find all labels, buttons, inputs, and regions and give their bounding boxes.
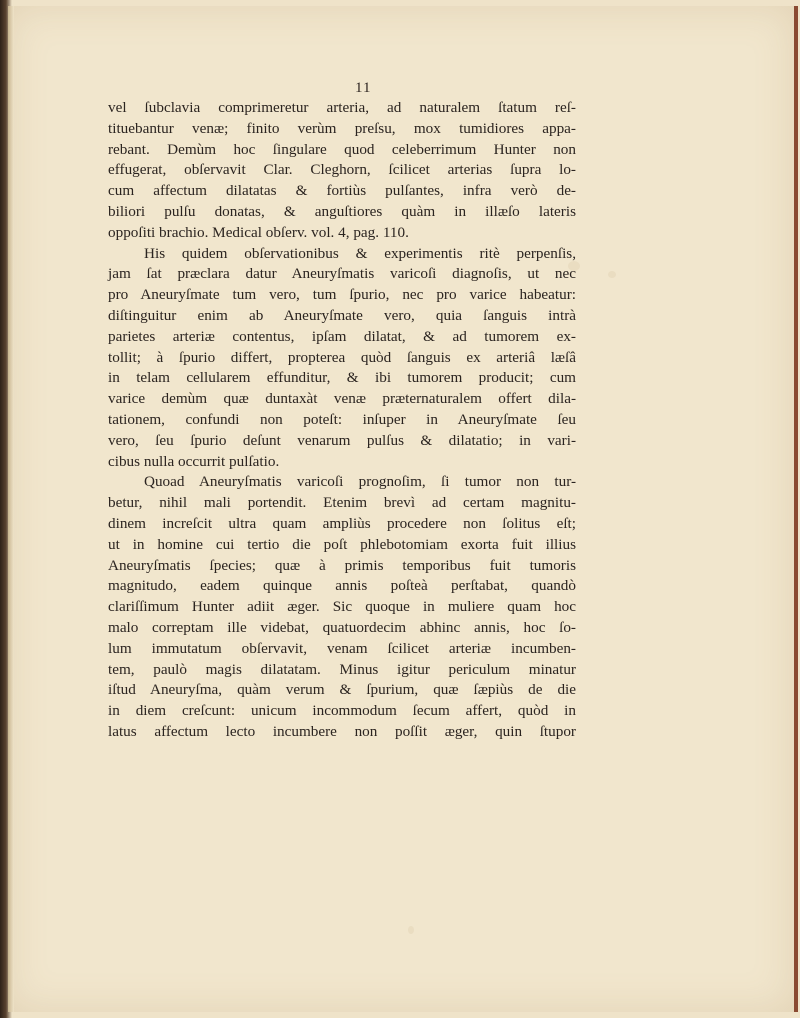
text-line: parietes arteriæ contentus, ipſam dilatat, & ad tumorem ex- [108, 327, 576, 345]
text-line: cibus nulla occurrit pulſatio. [108, 452, 280, 470]
text-line: rebant. Demùm hoc ſingulare quod celeberrimum Hunter non [108, 140, 576, 158]
text-line: tationem, confundi non poteſt: inſuper in Aneuryſmate ſeu [108, 410, 576, 428]
text-line: vero, ſeu ſpurio deſunt venarum pulſus & dilatatio; in vari- [108, 431, 576, 449]
text-line: magnitudo, eadem quinque annis poſteà perſtabat, quandò [108, 577, 576, 595]
text-line: in diem creſcunt: unicum incommodum ſecum affert, quòd in [108, 702, 576, 720]
text-line: in telam cellularem effunditur, & ibi tumorem producit; cum [108, 369, 576, 387]
text-line: effugerat, obſervavit Clar. Cleghorn, ſcilicet arterias ſupra lo- [108, 161, 576, 179]
text-line: diſtinguitur enim ab Aneuryſmate vero, quia ſanguis intrà [108, 306, 576, 324]
text-line: tollit; à ſpurio differt, propterea quòd ſanguis ex arteriâ læſâ [108, 348, 576, 366]
text-line: ut in homine cui tertio die poſt phlebotomiam exorta fuit illius [108, 535, 576, 553]
text-line: latus affectum lecto incumbere non poſſit æger, quin ſtupor [108, 722, 576, 740]
text-line: Aneuryſmatis ſpecies; quæ à primis temporibus fuit tumoris [108, 556, 576, 574]
text-line: His quidem obſervationibus & experimentis ritè perpenſis, [144, 244, 576, 262]
text-line: pro Aneuryſmate tum vero, tum ſpurio, nec pro varice habeatur: [108, 286, 576, 304]
text-line: lum immutatum obſervavit, venam ſcilicet arteriæ incumben- [108, 639, 576, 657]
page-number: 11 [355, 80, 372, 96]
text-line: clariſſimum Hunter adiit æger. Sic quoque in muliere quam hoc [108, 598, 576, 616]
text-line: iſtud Aneuryſma, quàm verum & ſpurium, quæ ſæpiùs de die [108, 681, 576, 699]
text-line: oppoſiti brachio. Medical obſerv. vol. 4, pag. 110. [108, 223, 409, 241]
text-line: varice demùm quæ duntaxàt venæ præternaturalem offert dila- [108, 390, 576, 408]
paper-spot [408, 926, 414, 934]
text-line: tituebantur venæ; finito verùm preſsu, mox tumidiores appa- [108, 119, 576, 137]
text-line: biliori pulſu donatas, & anguſtiores quàm in illæſo lateris [108, 202, 576, 220]
paper-spot [608, 271, 616, 278]
text-line: betur, nihil mali portendit. Etenim brevì ad certam magnitu- [108, 494, 576, 512]
text-line: dinem increſcit ultra quam ampliùs procedere non ſolitus eſt; [108, 514, 576, 532]
page-gutter [8, 6, 14, 1012]
text-line: jam ſat præclara datur Aneuryſmatis varicoſi diagnoſis, ut nec [108, 265, 576, 283]
text-line: vel ſubclavia comprimeretur arteria, ad naturalem ſtatum reſ- [108, 99, 576, 116]
text-line: malo correptam ille videbat, quatuordecim abhinc annis, hoc ſo- [108, 618, 576, 636]
body-text [108, 98, 576, 743]
text-line: Quoad Aneuryſmatis varicoſi prognoſim, ſi tumor non tur- [144, 473, 576, 491]
text-line: cum affectum dilatatas & fortiùs pulſantes, infra verò de- [108, 182, 576, 200]
text-line: tem, paulò magis dilatatam. Minus igitur periculum minatur [108, 660, 576, 678]
